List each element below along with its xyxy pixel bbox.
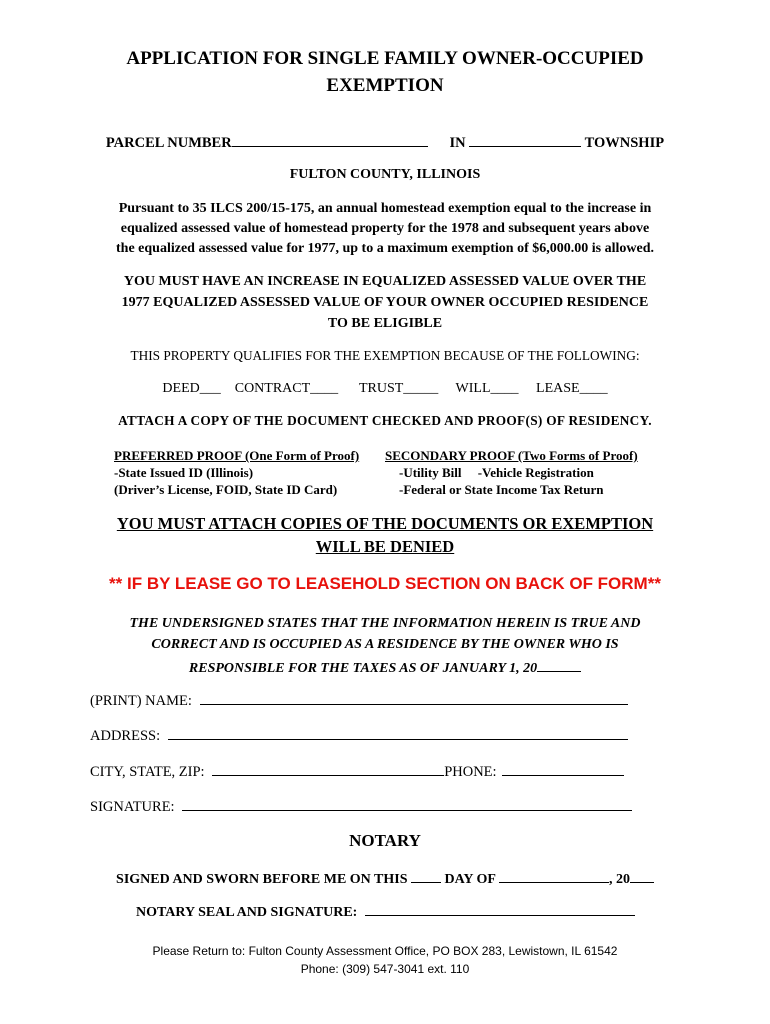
address-row [90, 726, 628, 745]
signature-row [90, 797, 632, 816]
option-contract[interactable]: CONTRACT____ [234, 381, 339, 396]
secondary-proof-item-1: -Utility Bill -Vehicle Registration [399, 465, 594, 480]
address-field[interactable] [168, 726, 628, 740]
preferred-proof-item-2: (Driver’s License, FOID, State ID Card) [114, 482, 338, 497]
city-phone-row [90, 762, 624, 781]
undersigned-line-1: THE UNDERSIGNED STATES THAT THE INFORMATION HEREIN IS TRUE AND [129, 616, 641, 631]
tax-year-field[interactable] [537, 658, 581, 672]
notary-heading: NOTARY [349, 831, 421, 850]
must-attach-line-1: YOU MUST ATTACH COPIES OF THE DOCUMENTS OR EXEMPTION [116, 514, 654, 533]
footer-phone: Phone: (309) 547-3041 ext. 110 [300, 962, 470, 976]
phone-field[interactable] [502, 762, 624, 776]
footer-return-address: Please Return to: Fulton County Assessment Office, PO BOX 283, Lewistown, IL 61542 [152, 944, 618, 958]
name-label: (PRINT) NAME: [90, 693, 192, 709]
qualifies-text: THIS PROPERTY QUALIFIES FOR THE EXEMPTION BECAUSE OF THE FOLLOWING: [130, 348, 640, 363]
pursuant-line-2: equalized assessed value of homestead property for the 1978 and subsequent years above [120, 221, 650, 236]
option-will[interactable]: WILL____ [455, 381, 519, 396]
form-title-line2: EXEMPTION [326, 75, 444, 96]
form-title-line1: APPLICATION FOR SINGLE FAMILY OWNER-OCCUPIED [126, 48, 644, 69]
parcel-row [0, 133, 770, 152]
address-label: ADDRESS: [90, 728, 161, 744]
undersigned-line-3 [0, 658, 770, 677]
eligibility-line-1: YOU MUST HAVE AN INCREASE IN EQUALIZED ASSESSED VALUE OVER THE [123, 274, 647, 289]
city-state-zip-field[interactable] [212, 762, 444, 776]
notary-seal-field[interactable] [365, 902, 635, 916]
secondary-proof-item-2: -Federal or State Income Tax Return [399, 482, 604, 497]
eligibility-line-3: TO BE ELIGIBLE [327, 316, 443, 331]
name-row [90, 691, 628, 710]
notary-year-label: , 20 [608, 872, 630, 887]
notary-day-field[interactable] [411, 869, 441, 883]
lease-notice: ** IF BY LEASE GO TO LEASEHOLD SECTION ON BACK OF FORM** [109, 574, 661, 593]
pursuant-line-1: Pursuant to 35 ILCS 200/15-175, an annual homestead exemption equal to the increase in [118, 201, 652, 216]
preferred-proof-item-1: -State Issued ID (Illinois) [114, 465, 254, 480]
attach-copy-instruction: ATTACH A COPY OF THE DOCUMENT CHECKED AND PROOF(S) OF RESIDENCY. [118, 413, 652, 428]
signature-label: SIGNATURE: [90, 799, 175, 815]
parcel-number-label: PARCEL NUMBER [105, 135, 232, 151]
notary-day-of-label: DAY OF [444, 872, 496, 887]
name-field[interactable] [200, 691, 628, 705]
notary-seal-label: NOTARY SEAL AND SIGNATURE: [136, 905, 358, 920]
option-lease[interactable]: LEASE____ [536, 381, 608, 396]
in-label: IN [449, 135, 466, 151]
county-name: FULTON COUNTY, ILLINOIS [289, 167, 481, 182]
city-state-zip-label: CITY, STATE, ZIP: [90, 764, 205, 780]
must-attach-line-2: WILL BE DENIED [315, 537, 455, 556]
notary-sworn-label: SIGNED AND SWORN BEFORE ME ON THIS [116, 872, 408, 887]
eligibility-line-2: 1977 EQUALIZED ASSESSED VALUE OF YOUR OWNER OCCUPIED RESIDENCE [121, 295, 649, 310]
township-field[interactable] [469, 133, 581, 147]
parcel-number-field[interactable] [232, 133, 428, 147]
preferred-proof-block [114, 447, 359, 498]
secondary-proof-block [385, 447, 638, 498]
notary-month-field[interactable] [499, 869, 609, 883]
document-type-options [0, 381, 770, 397]
option-deed[interactable]: DEED___ [162, 381, 221, 396]
signature-field[interactable] [182, 797, 632, 811]
township-label: TOWNSHIP [584, 135, 665, 151]
undersigned-line-2: CORRECT AND IS OCCUPIED AS A RESIDENCE BY THE OWNER WHO IS [151, 637, 619, 652]
pursuant-line-3: the equalized assessed value for 1977, up to a maximum exemption of $6,000.00 is allowed. [116, 241, 654, 256]
preferred-proof-heading: PREFERRED PROOF (One Form of Proof) [114, 448, 360, 463]
notary-year-field[interactable] [630, 869, 654, 883]
notary-seal-row [136, 902, 635, 921]
notary-sworn-row [0, 869, 770, 888]
phone-label: PHONE: [444, 764, 497, 780]
option-trust[interactable]: TRUST_____ [358, 381, 439, 396]
undersigned-line-3-text: RESPONSIBLE FOR THE TAXES AS OF JANUARY 1, 20 [188, 661, 538, 676]
secondary-proof-heading: SECONDARY PROOF (Two Forms of Proof) [385, 448, 638, 463]
